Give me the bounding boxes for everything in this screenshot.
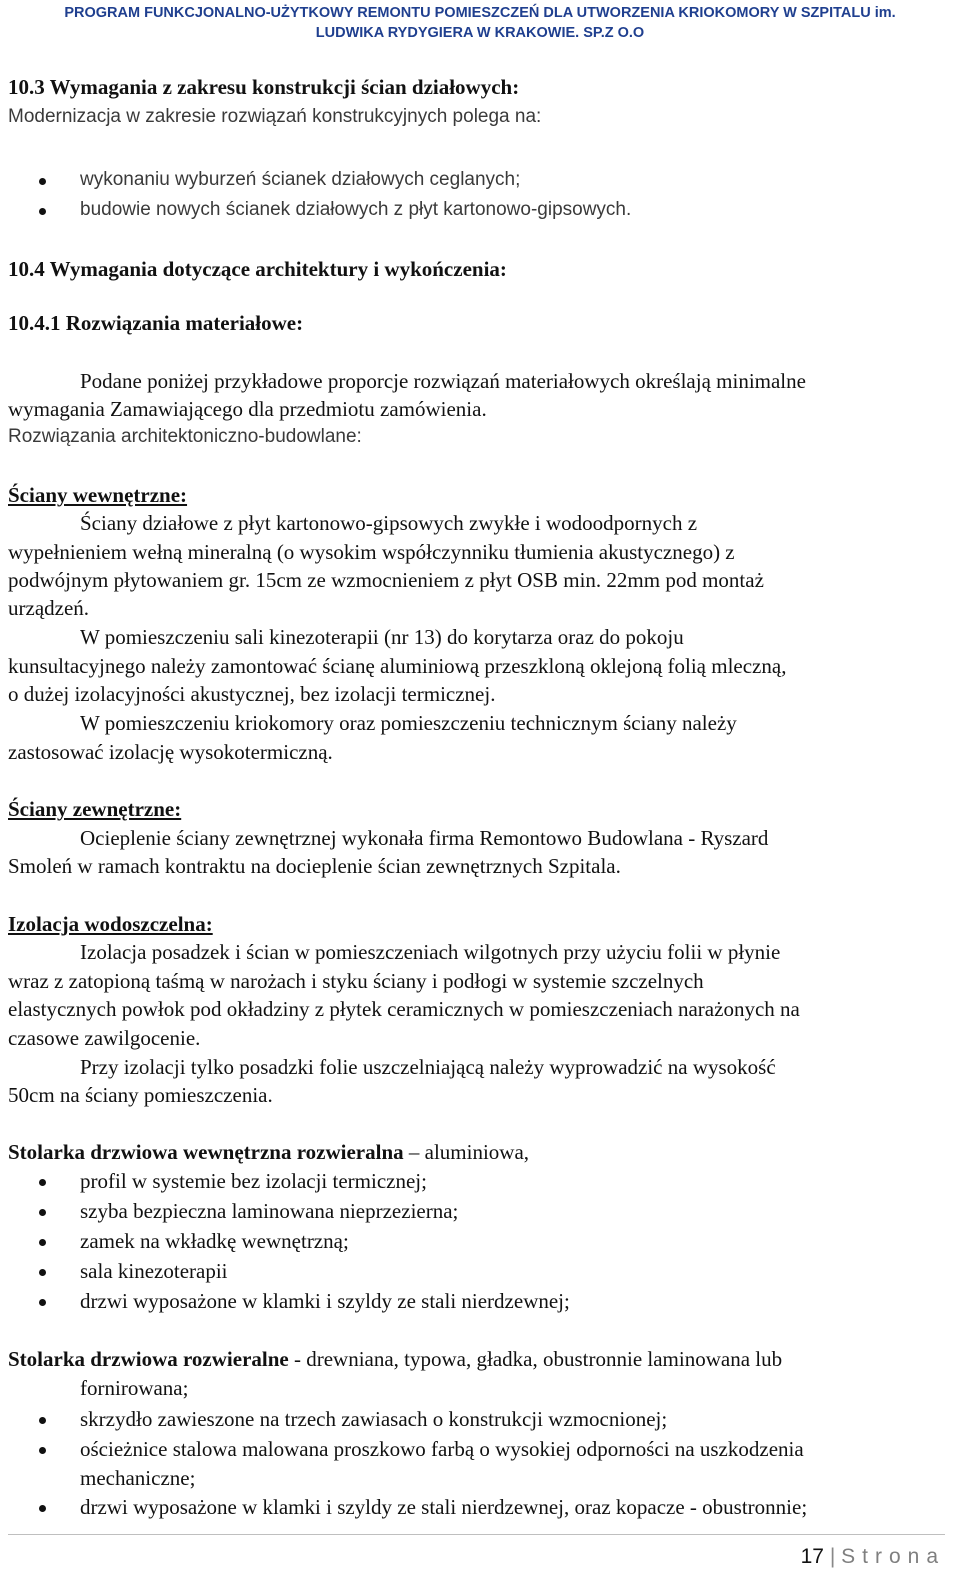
page-number: 17 [800,1545,824,1568]
external-walls-title: Ściany zewnętrzne: [8,797,182,821]
external-walls-line: Smoleń w ramach kontraktu na docieplenie ścian zewnętrznych Szpitala. [8,854,621,878]
bullet-icon [39,208,46,215]
materials-paragraph-line: Podane poniżej przykładowe proporcje rozwiązań materiałowych określają minimalne [80,369,806,393]
swing-doors-heading-cont: fornirowana; [80,1376,189,1400]
list-item-cont: mechaniczne; [80,1466,196,1490]
header-line-2: LUDWIKA RYDYGIERA W KRAKOWIE. SP.Z O.O [315,25,645,41]
internal-doors-title: Stolarka drzwiowa wewnętrzna rozwieralna [8,1140,404,1164]
waterproofing-line: wraz z zatopioną taśmą w narożach i styku ściany i podłogi w systemie szczelnych [8,969,704,993]
internal-walls-line: o dużej izolacyjności akustycznej, bez izolacji termicznej. [8,682,496,706]
internal-walls-line: wypełnieniem wełną mineralną (o wysokim współczynniku tłumienia akustycznego) z [8,540,735,564]
list-item: budowie nowych ścianek działowych z płyt kartonowo-gipsowych. [80,199,632,220]
footer-divider [8,1534,945,1535]
internal-doors-heading [8,1138,529,1166]
list-item: drzwi wyposażone w klamki i szyldy ze stali nierdzewnej, oraz kopacze - obustronnie; [80,1495,808,1519]
list-item: drzwi wyposażone w klamki i szyldy ze stali nierdzewnej; [80,1289,570,1313]
bullet-icon [39,1447,46,1454]
swing-doors-heading [8,1345,782,1373]
waterproofing-line: Izolacja posadzek i ścian w pomieszczeniach wilgotnych przy użyciu folii w płynie [80,940,781,964]
list-item: skrzydło zawieszone na trzech zawiasach o konstrukcji wzmocnionej; [80,1407,668,1431]
swing-doors-title: Stolarka drzwiowa rozwieralne [8,1347,289,1371]
bullet-icon [39,1269,46,1276]
bullet-icon [39,1505,46,1512]
section-10-3-heading: 10.3 Wymagania z zakresu konstrukcji ścian działowych: [8,75,520,99]
materials-paragraph-line: wymagania Zamawiającego dla przedmiotu zamówienia. [8,397,487,421]
internal-walls-line: Ściany działowe z płyt kartonowo-gipsowych zwykłe i wodoodpornych z [80,511,698,535]
bullet-icon [39,1239,46,1246]
waterproofing-title: Izolacja wodoszczelna: [8,912,213,936]
page-header [0,3,960,43]
list-item: profil w systemie bez izolacji termicznej; [80,1169,427,1193]
internal-walls-title: Ściany wewnętrzne: [8,483,188,507]
header-line-1: PROGRAM FUNKCJONALNO-UŻYTKOWY REMONTU POMIESZCZEŃ DLA UTWORZENIA KRIOKOMORY W SZPITALU im. [64,5,896,21]
page-word: Strona [841,1545,945,1568]
bullet-icon [39,1299,46,1306]
internal-walls-line: W pomieszczeniu kriokomory oraz pomieszczeniu technicznym ściany należy [80,711,737,735]
list-item: wykonaniu wyburzeń ścianek działowych ceglanych; [80,169,521,190]
internal-walls-line: urządzeń. [8,596,90,620]
section-10-4-heading: 10.4 Wymagania dotyczące architektury i wykończenia: [8,257,507,281]
waterproofing-line: elastycznych powłok pod okładziny z płytek ceramicznych w pomieszczeniach narażonych na [8,997,800,1021]
bullet-icon [39,1417,46,1424]
bullet-icon [39,1209,46,1216]
list-item: sala kinezoterapii [80,1259,228,1283]
list-item: ościeżnice stalowa malowana proszkowo farbą o wysokiej odporności na uszkodzenia [80,1437,804,1461]
materials-paragraph-line: Rozwiązania architektoniczno-budowlane: [8,426,362,447]
swing-doors-title-rest: - drewniana, typowa, gładka, obustronnie laminowana lub [288,1347,783,1371]
list-item: szyba bezpieczna laminowana nieprzezierna; [80,1199,459,1223]
footer-separator: | [829,1545,836,1568]
waterproofing-line: czasowe zawilgocenie. [8,1026,201,1050]
internal-doors-title-rest: – aluminiowa, [403,1140,530,1164]
internal-walls-line: zastosować izolację wysokotermiczną. [8,740,333,764]
section-10-3-intro: Modernizacja w zakresie rozwiązań konstrukcyjnych polega na: [8,106,542,127]
waterproofing-line: Przy izolacji tylko posadzki folie uszczelniającą należy wyprowadzić na wysokość [80,1055,776,1079]
internal-walls-line: podwójnym płytowaniem gr. 15cm ze wzmocnieniem z płyt OSB min. 22mm pod montaż [8,568,764,592]
list-item: zamek na wkładkę wewnętrzną; [80,1229,349,1253]
bullet-icon [39,1179,46,1186]
section-10-4-1-heading: 10.4.1 Rozwiązania materiałowe: [8,311,304,335]
internal-walls-line: kunsultacyjnego należy zamontować ścianę aluminiową przeszkloną oklejoną folią mleczną, [8,654,787,678]
internal-walls-line: W pomieszczeniu sali kinezoterapii (nr 13) do korytarza oraz do pokoju [80,625,684,649]
page-footer [0,1543,945,1571]
waterproofing-line: 50cm na ściany pomieszczenia. [8,1083,273,1107]
external-walls-line: Ocieplenie ściany zewnętrznej wykonała firma Remontowo Budowlana - Ryszard [80,826,769,850]
bullet-icon [39,178,46,185]
